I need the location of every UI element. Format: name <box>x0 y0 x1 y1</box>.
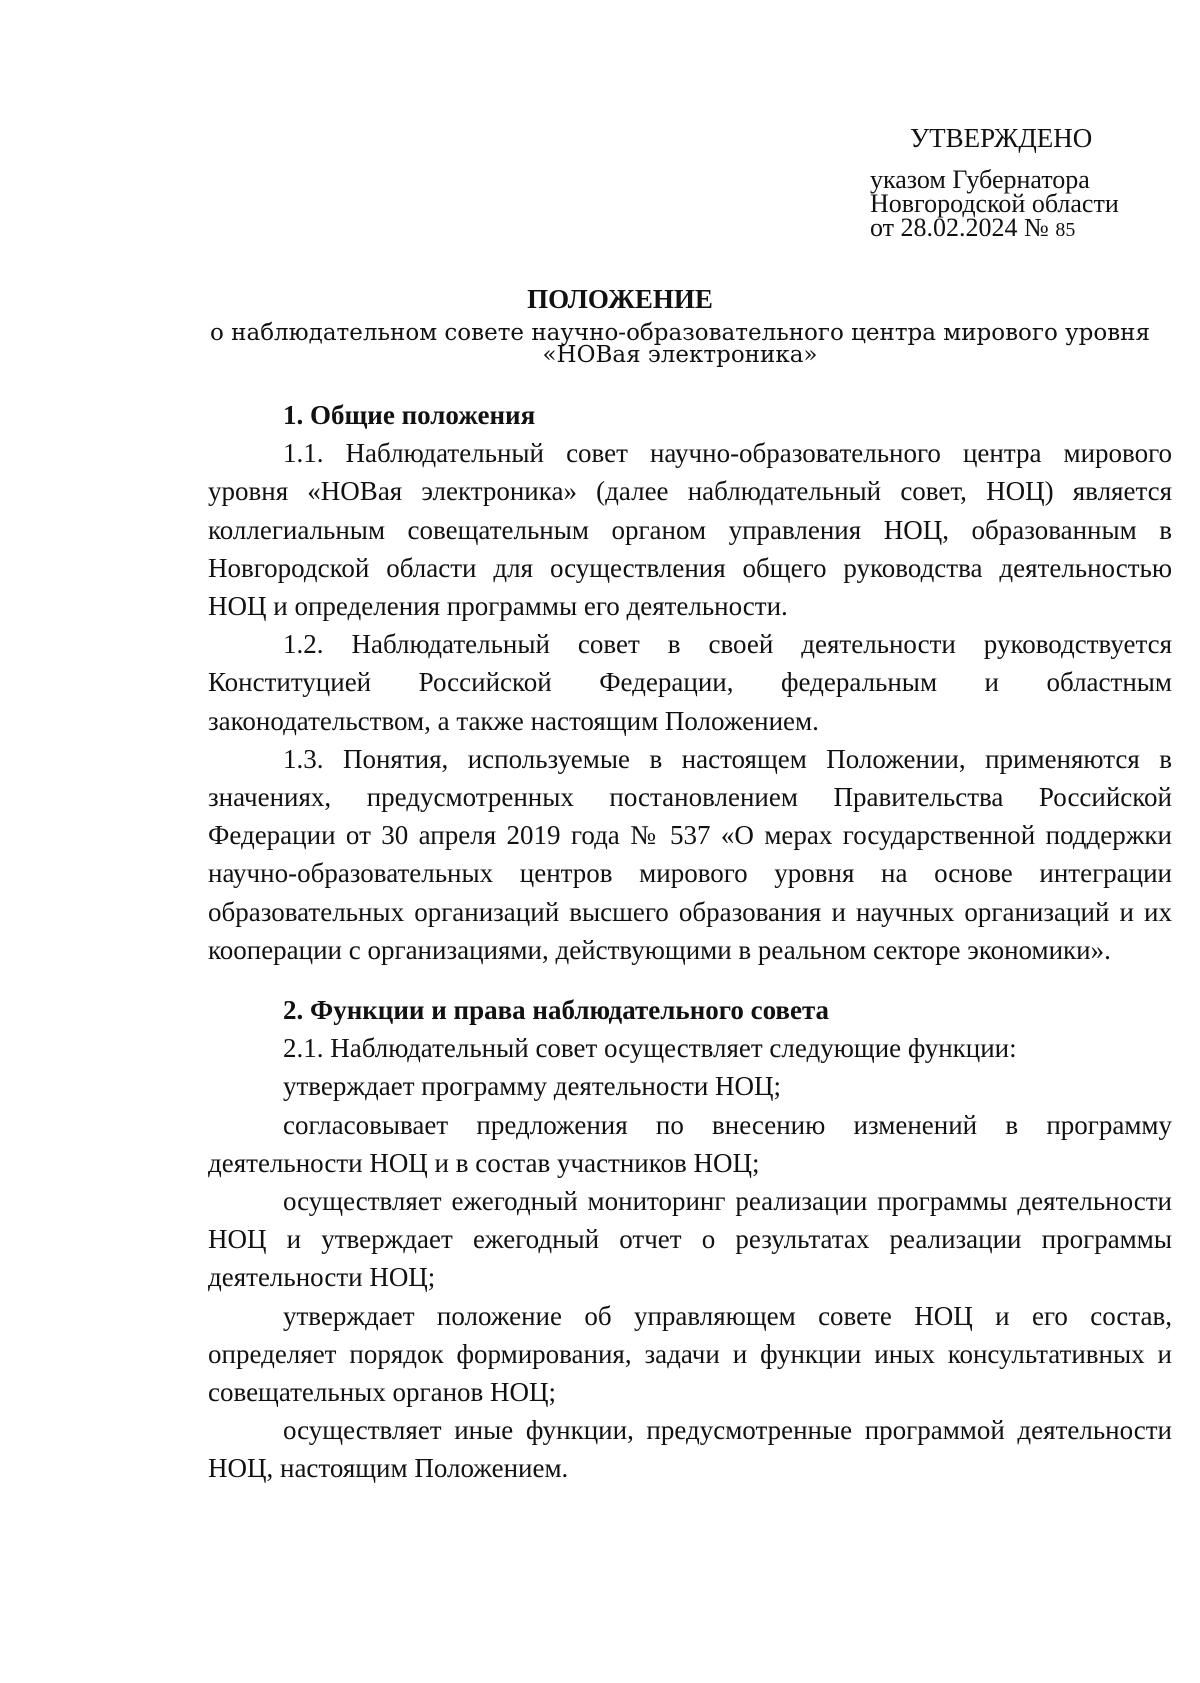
document-body <box>208 396 1172 1488</box>
document-subtitle <box>200 322 1160 366</box>
subtitle-line-2: «НОВая электроника» <box>542 342 818 368</box>
paragraph-1-2: 1.2. Наблюдательный совет в своей деятельности руководствуется Конституцией Российской Федерации, федеральным и областным законодательством, а также настоящим Положением. <box>208 629 1172 736</box>
section-gap <box>208 969 1172 991</box>
section-2-heading: 2. Функции и права наблюдательного совета <box>283 995 830 1026</box>
section-1-heading: 1. Общие положения <box>283 400 536 430</box>
paragraph-2-1: 2.1. Наблюдательный совет осуществляет следующие функции: <box>283 1033 1017 1064</box>
subtitle-line-1: о наблюдательном совете научно-образовательного центра мирового уровня <box>210 320 1150 346</box>
approval-date-line <box>870 213 1190 242</box>
document-title: ПОЛОЖЕНИЕ <box>527 284 713 314</box>
paragraph-2-1-item-3: осуществляет ежегодный мониторинг реализации программы деятельности НОЦ и утверждает ежегодный отчет о результатах реализации программы деятельности НОЦ; <box>208 1186 1172 1293</box>
approval-region-line: Новгородской области <box>870 189 1119 218</box>
paragraph-1-1: 1.1. Наблюдательный совет научно-образовательного центра мирового уровня «НОВая электроника» (далее наблюдательный совет, НОЦ) является коллегиальным совещательным органом управления НОЦ, образованным в Новгородской области для осуществления общего руководства деятельностью НОЦ и определения программы его деятельности. <box>208 438 1172 622</box>
approval-block <box>870 122 1190 242</box>
approved-label: УТВЕРЖДЕНО <box>910 123 1093 153</box>
paragraph-2-1-item-1: утверждает программу деятельности НОЦ; <box>283 1071 782 1102</box>
approval-date: от 28.02.2024 № <box>870 213 1056 242</box>
paragraph-2-1-item-5: осуществляет иные функции, предусмотренные программой деятельности НОЦ, настоящим Положением. <box>208 1415 1172 1484</box>
paragraph-1-3: 1.3. Понятия, используемые в настоящем Положении, применяются в значениях, предусмотренных постановлением Правительства Российской Федерации от 30 апреля 2019 года № 537 «О мерах государственной поддержки научно-образовательных центров мирового уровня на основе интеграции образовательных организаций высшего образования и научных организаций и их кооперации с организациями, действующими в реальном секторе экономики». <box>208 743 1172 965</box>
approval-decree-line: указом Губернатора <box>870 165 1090 194</box>
paragraph-2-1-item-2: согласовывает предложения по внесению изменений в программу деятельности НОЦ и в состав участников НОЦ; <box>208 1109 1172 1178</box>
paragraph-2-1-item-4: утверждает положение об управляющем совете НОЦ и его состав, определяет порядок формирования, задачи и функции иных консультативных и совещательных органов НОЦ; <box>208 1300 1172 1408</box>
approval-number: 85 <box>1055 219 1076 241</box>
